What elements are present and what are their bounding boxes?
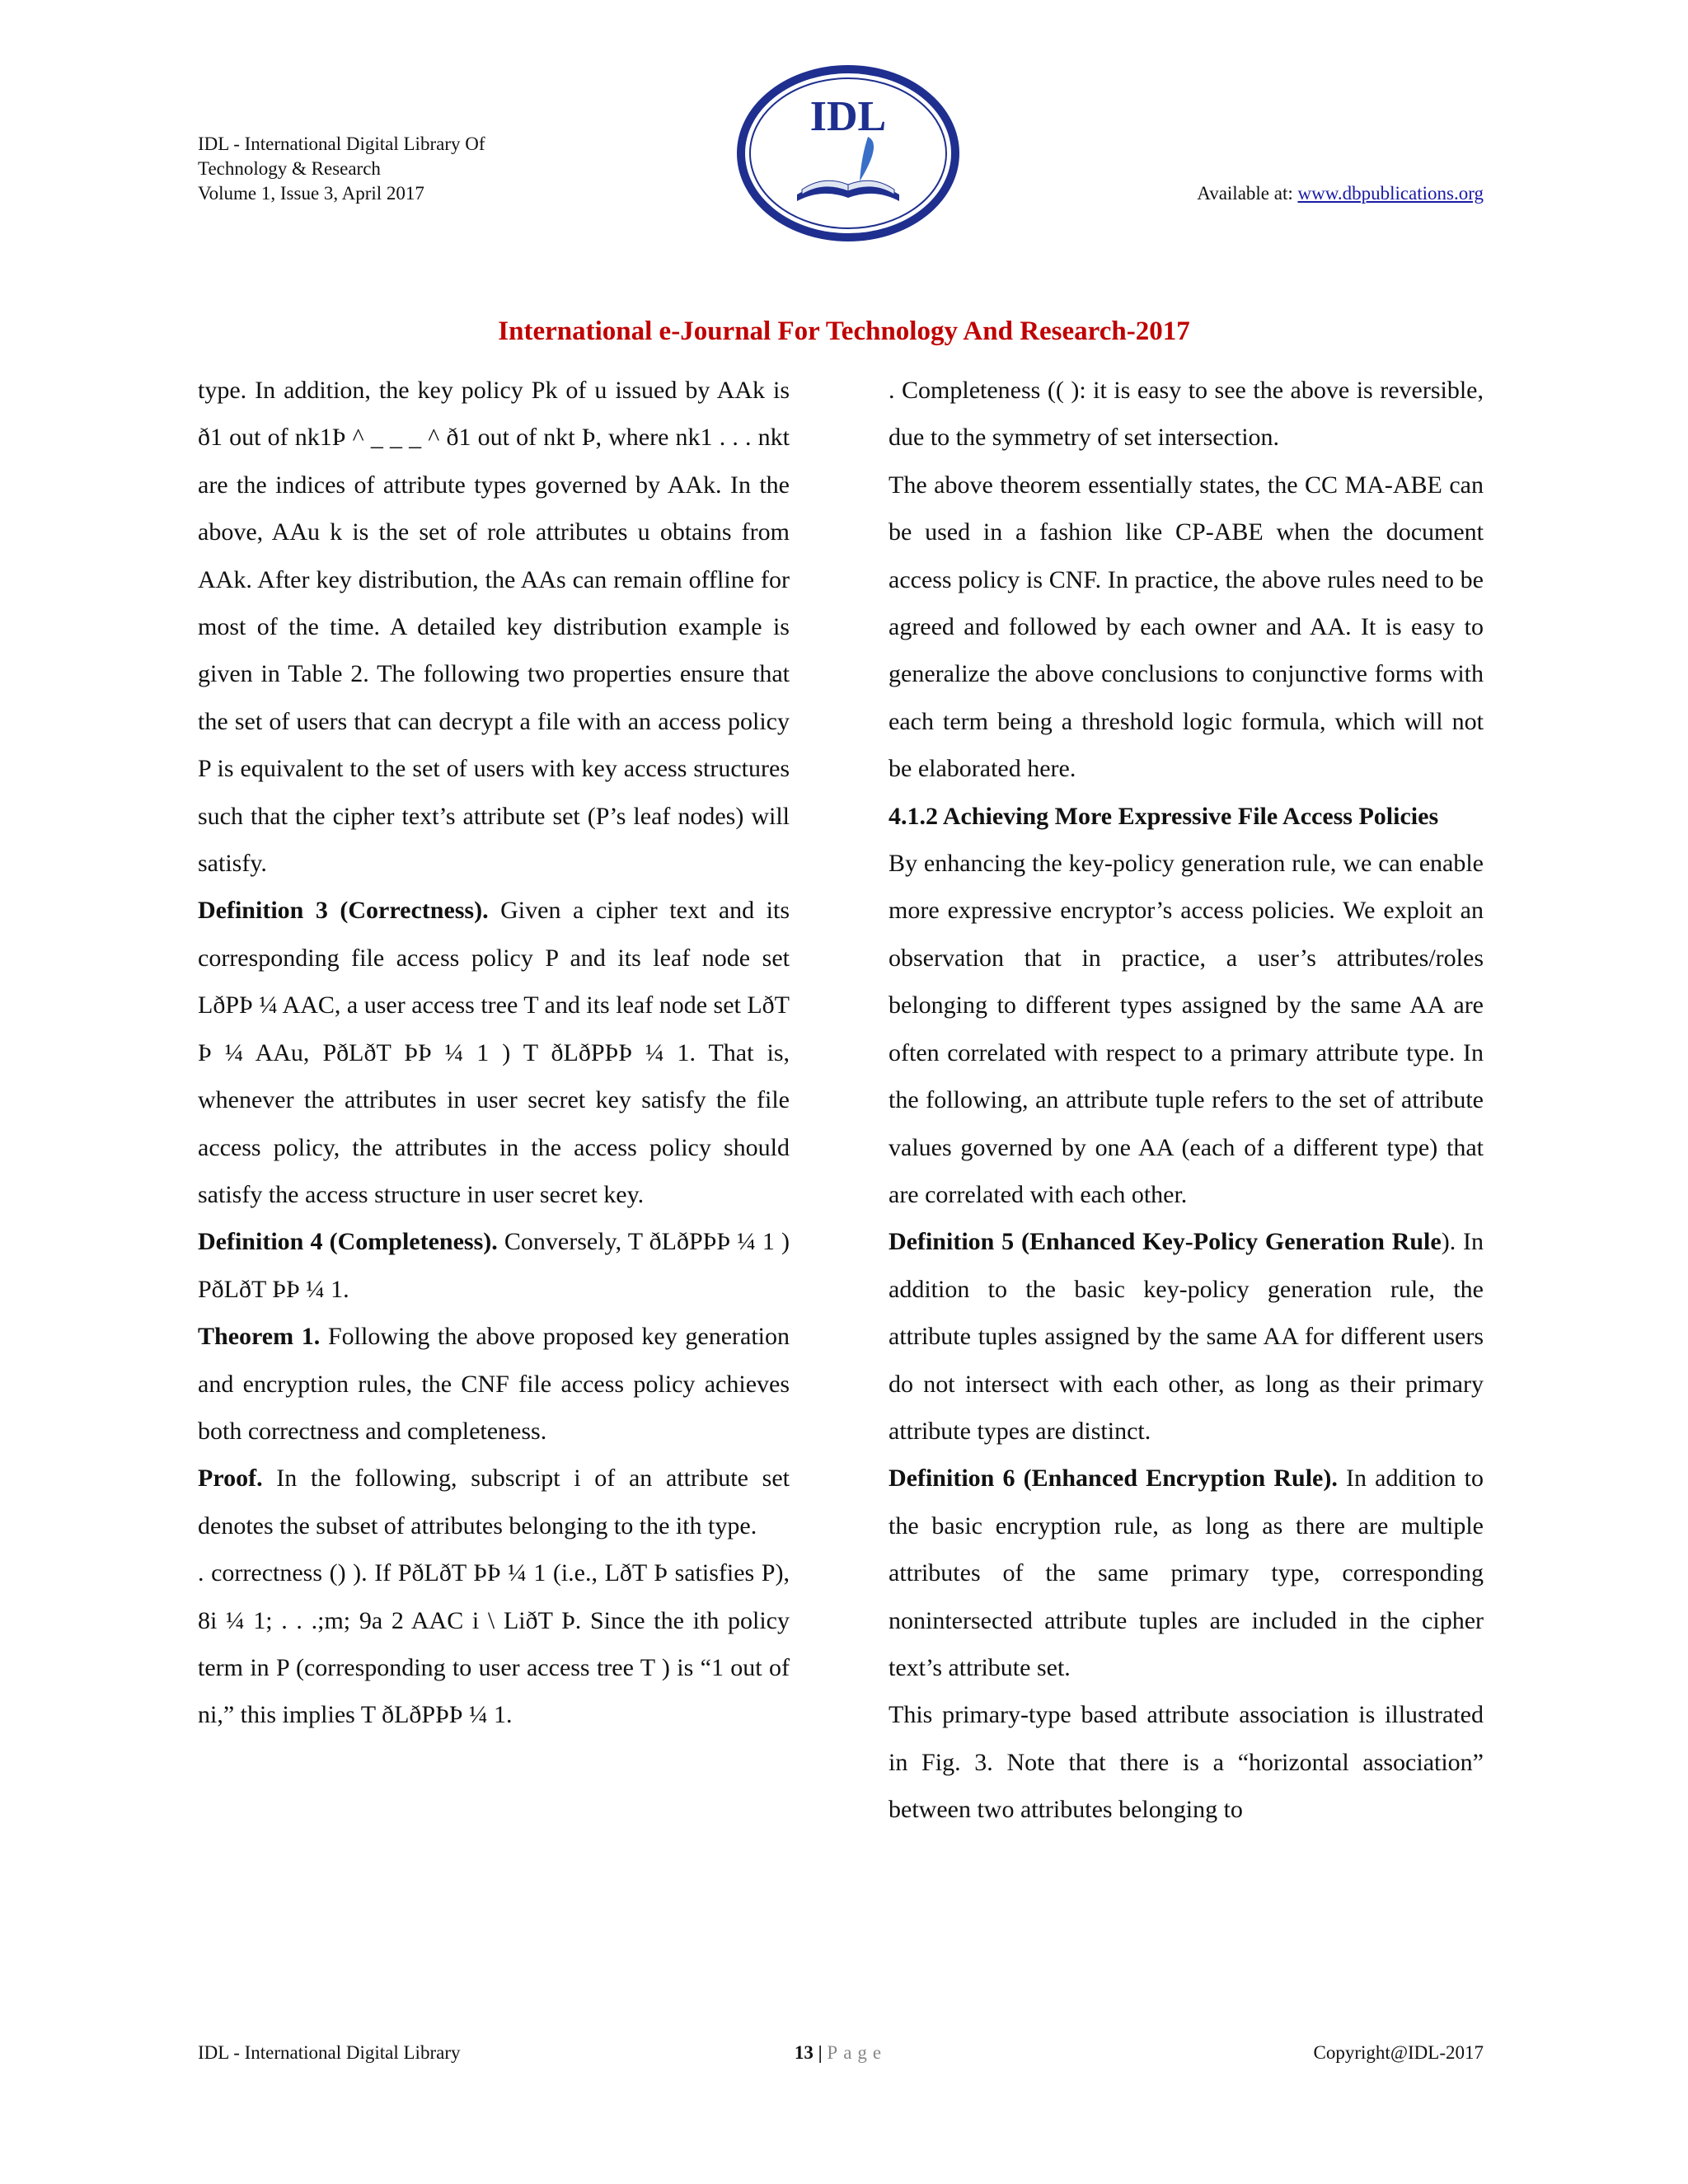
association-paragraph: This primary-type based attribute association is illustrated in Fig. 3. Note that there is a “horizontal association” between two attributes belonging to (889, 1701, 1484, 1824)
definition-6 (889, 1455, 1484, 1691)
section-heading-text: 4.1.2 Achieving More Expressive File Access Policies (889, 802, 1439, 830)
section-heading (889, 793, 1484, 840)
definition-4 (198, 1218, 790, 1313)
theorem-discussion: The above theorem essentially states, the CC MA-ABE can be used in a fashion like CP-ABE when the document access policy is CNF. In practice, the above rules need to be agreed and followed by each owner and AA. It is easy to generalize the above conclusions to conjunctive forms with each term being a threshold logic formula, which will not be elaborated here. (889, 471, 1484, 783)
journal-info (198, 132, 485, 206)
intro-paragraph: type. In addition, the key policy Pk of u issued by AAk is ð1 out of nk1Þ ^ _ _ _ ^ ð1 out of nkt Þ, where nk1 . . . nkt are the indices of attribute types governed by AAk. In the above, AAu k is the set of role attributes u obtains from AAk. After key distribution, the AAs can remain offline for most of the time. A detailed key distribution example is given in Table 2. The following two properties ensure that the set of users that can decrypt a file with an access policy P is equivalent to the set of users with key access structures such that the cipher text’s attribute set (P’s leaf nodes) will satisfy. (198, 377, 790, 878)
proof-label: Proof. (198, 1465, 263, 1493)
page-separator: | (813, 2042, 828, 2063)
proof (198, 1455, 790, 1549)
footer-copyright: Copyright@IDL-2017 (1313, 2042, 1484, 2063)
definition-3 (198, 887, 790, 1218)
journal-info-line-2: Technology & Research (198, 158, 381, 179)
theorem-1 (198, 1313, 790, 1455)
definition-4-label: Definition 4 (Completeness). (198, 1228, 498, 1256)
page-footer (198, 2042, 1484, 2075)
definition-3-text: Given a cipher text and its corresponding file access policy P and its leaf node set LðPÞ ¼ AAC, a user access tree T and its leaf node set LðT Þ ¼ AAu, PðLðT ÞÞ ¼ 1 ) T ðLðPÞÞ ¼ 1. That is, whenever the attributes in user secret key satisfy the file access policy, the attributes in the access policy should satisfy the access structure in user secret key. (198, 897, 790, 1208)
expressive-policies-paragraph: By enhancing the key-policy generation rule, we can enable more expressive encryptor’s access policies. We exploit an observation that in practice, a user’s attributes/roles belonging to different types assigned by the same AA are often correlated with respect to a primary attribute type. In the following, an attribute tuple refers to the set of attribute values governed by one AA (each of a different type) that are correlated with each other. (889, 850, 1484, 1208)
page-number: 13 (794, 2042, 814, 2063)
definition-5-text: ). In addition to the basic key-policy generation rule, the attribute tuples assigned by the same AA for different users do not intersect with each other, as long as their primary attribute types are distinct. (889, 1228, 1484, 1445)
proof-text: In the following, subscript i of an attribute set denotes the subset of attributes belonging to the ith type. (198, 1465, 790, 1540)
right-column (889, 367, 1484, 1834)
journal-title: International e-Journal For Technology And Research-2017 (498, 316, 1190, 346)
theorem-1-text: Following the above proposed key generation and encryption rules, the CNF file access policy achieves both correctness and completeness. (198, 1323, 790, 1445)
completeness-paragraph: . Completeness (( ): it is easy to see the above is reversible, due to the symmetry of set intersection. (889, 377, 1484, 452)
availability (1197, 181, 1484, 206)
footer-library: IDL - International Digital Library (198, 2042, 461, 2063)
journal-info-line-1: IDL - International Digital Library Of (198, 134, 485, 154)
definition-4-text: Conversely, T ðLðPÞÞ ¼ 1 ) PðLðT ÞÞ ¼ 1. (198, 1228, 790, 1303)
theorem-1-label: Theorem 1. (198, 1323, 321, 1351)
journal-info-line-3: Volume 1, Issue 3, April 2017 (198, 183, 424, 204)
definition-6-label: Definition 6 (Enhanced Encryption Rule). (889, 1465, 1338, 1493)
logo-text: IDL (809, 93, 887, 140)
available-label: Available at: (1197, 183, 1298, 204)
definition-6-text: In addition to the basic encryption rule, as long as there are multiple attributes of the same primary type, corresponding nonintersected attribute tuples are included in the cipher text’s attribute set. (889, 1465, 1484, 1681)
correctness-paragraph: . correctness () ). If PðLðT ÞÞ ¼ 1 (i.e., LðT Þ satisfies P), 8i ¼ 1; . . .;m; 9a 2 AAC i \ LiðT Þ. Since the ith policy term in P (corresponding to user access tree T ) is “1 out of ni,” this implies T ðLðPÞÞ ¼ 1. (198, 1559, 790, 1729)
idl-logo (736, 64, 960, 242)
definition-5 (889, 1218, 1484, 1455)
publisher-link[interactable]: www.dbpublications.org (1297, 183, 1484, 204)
left-column (198, 367, 790, 1739)
page-label: Page (827, 2042, 888, 2063)
page-indicator (198, 2042, 1484, 2064)
definition-3-label: Definition 3 (Correctness). (198, 897, 489, 925)
definition-5-label: Definition 5 (Enhanced Key-Policy Generation Rule (889, 1228, 1442, 1256)
